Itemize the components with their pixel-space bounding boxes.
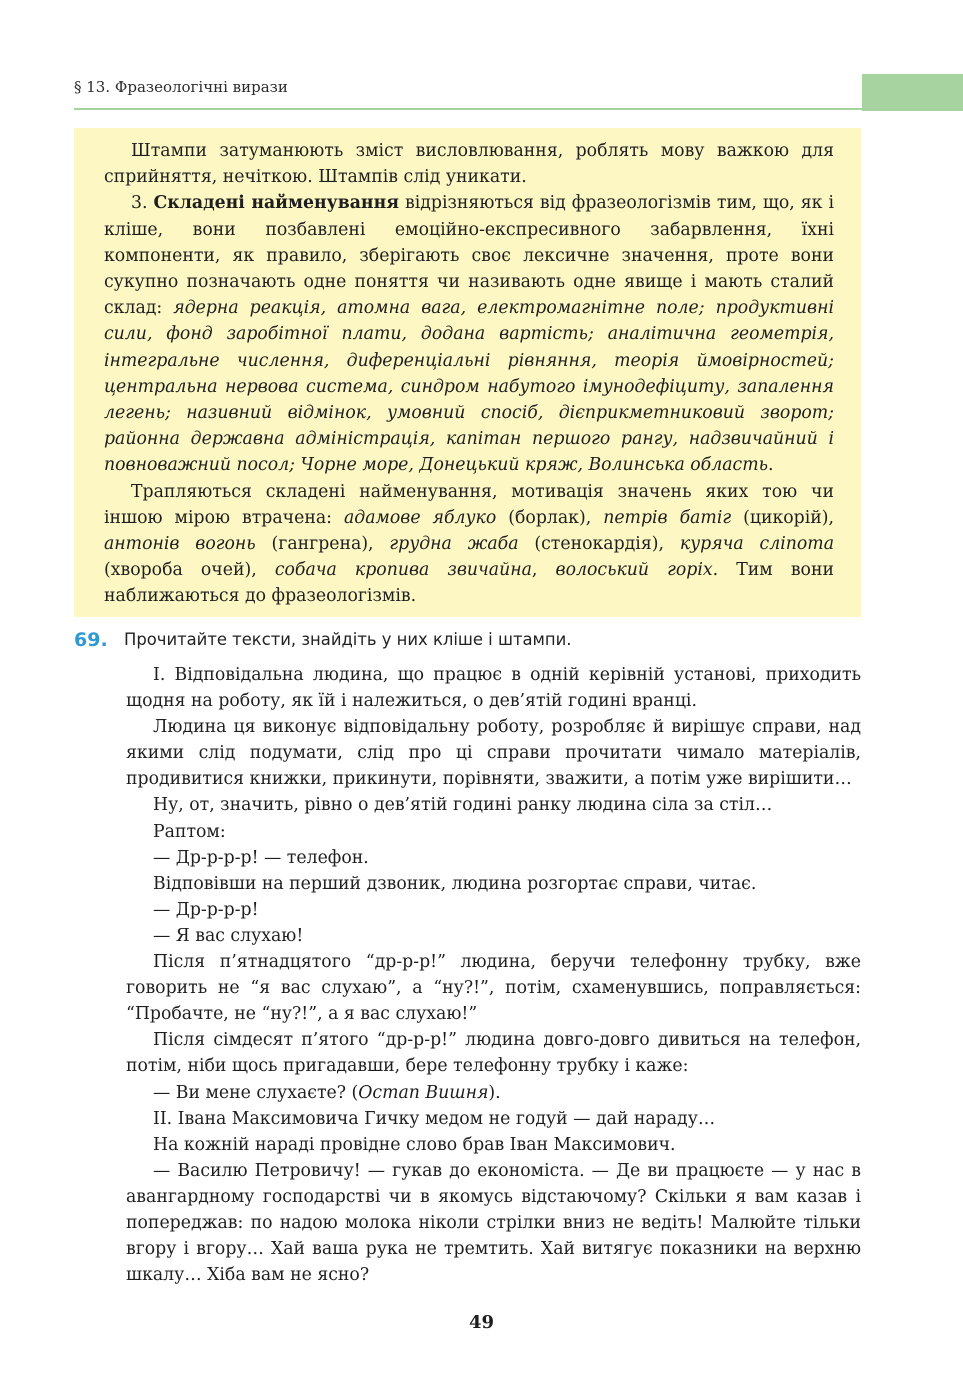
header-divider — [74, 108, 862, 110]
text-line: Після сімдесят п’ятого “др-р-р!” людина довго-довго дивиться на телефон, потім, ніби щось пригадавши, бере телефонну трубку і каже: — [126, 1030, 861, 1077]
text-line: Відповівши на перший дзвоник, людина розгортає справи, читає. — [153, 873, 757, 894]
text-line: — Василю Петровичу! — гукав до економіста. — Де ви працюєте — у нас в авангардному господарстві чи в якомусь відстаючому? Скільки я вам казав і попереджав: по надою молока ніколи стрілки вниз не ведіть! Малюйте тільки вгору і вгору… Хай ваша рука не тремтить. Хай витягує показники на верхню шкалу… Хіба вам не ясно? — [126, 1160, 861, 1286]
text-line: І. Відповідальна людина, що працює в одній керівній установі, приходить щодня на роботу, як їй і належиться, о дев’ятій годині вранці. — [126, 665, 861, 712]
theory-text — [104, 138, 834, 610]
text-line: Після п’ятнадцятого “др-р-р!” людина, беручи телефонну трубку, вже говорить не “я вас слухаю”, а “ну?!”, потім, схаменувшись, поправляється: “Пробачте, не “ну?!”, а я вас слухаю!” — [126, 952, 861, 1025]
text-line: ІІ. Івана Максимовича Гичку медом не годуй — дай нараду… — [153, 1108, 716, 1129]
example-phrase: петрів батіг — [603, 507, 732, 528]
theory-paragraph-1: Штампи затуманюють зміст висловлювання, роблять мову важкою для сприйняття, нечіткою. Штампів слід уникати. — [104, 141, 834, 188]
text-fragment: (борлак), — [496, 507, 604, 528]
term: Складені найменування — [153, 193, 399, 214]
text-line: Раптом: — [153, 821, 226, 842]
example-phrase: куряча сліпота — [679, 534, 834, 555]
text-fragment: (цикорій), — [731, 507, 835, 528]
punctuation: . — [768, 455, 774, 476]
text-line: Людина ця виконує відповідальну роботу, розробляє й вирішує справи, над якими слід подумати, слід про ці справи прочитати чимало матеріалів, продивитися книжки, прикинути, порівняти, зважити, а потім уже вирішити… — [126, 717, 861, 790]
examples: ядерна реакція, атомна вага, електромагнітне поле; продуктивні сили, фонд заробітної плати, додана вартість; аналітична геометрія, інтегральне числення, диференціальні рівняння, теорія ймовірностей; центральна нервова система, синдром набутого імунодефіциту, запалення легень; називний відмінок, умовний спосіб, дієприкметниковий зворот; районна державна адміністрація, капітан першого рангу, надзвичайний і повноважний посол; Чорне море, Донецький кряж, Волинська область — [104, 298, 834, 476]
text-fragment: , — [531, 560, 556, 581]
text-line: — Я вас слухаю! — [153, 925, 304, 946]
text-line-author — [126, 1080, 861, 1106]
exercise-texts — [126, 662, 861, 1288]
exercise-task: Прочитайте тексти, знайдіть у них кліше і штампи. — [124, 630, 572, 649]
section-color-tab — [862, 74, 963, 111]
theory-paragraph-2 — [104, 190, 834, 478]
text-line: — Др-р-р-р! — телефон. — [153, 847, 369, 868]
text-fragment: . Тим вони наближаються до фразеологізмів. — [104, 560, 834, 607]
example-phrase: грудна жаба — [389, 534, 519, 555]
text-fragment: Трапляються складені найменування, мотивація значень яких тою чи іншою мірою втрачена: — [104, 481, 834, 528]
text-line: Ну, от, значить, рівно о дев’ятій годині ранку людина сіла за стіл… — [153, 795, 773, 816]
example-phrase: адамове яблуко — [343, 507, 497, 528]
text-fragment: (гангрена), — [255, 534, 390, 555]
example-phrase: волоський горіх — [555, 560, 713, 581]
text-line: На кожній нараді провідне слово брав Іван Максимович. — [153, 1134, 676, 1155]
author-name: Остап Вишня — [358, 1082, 489, 1103]
example-phrase: собача кропива звичайна — [274, 560, 532, 581]
theory-paragraph-3 — [104, 479, 834, 610]
text-fragment: ). — [488, 1082, 501, 1103]
text-line: — Др-р-р-р! — [153, 899, 259, 920]
text-fragment: (стенокардія), — [518, 534, 680, 555]
text-fragment: (хвороба очей), — [104, 560, 275, 581]
example-phrase: антонів вогонь — [104, 534, 256, 555]
page-number: 49 — [468, 1312, 495, 1333]
text-fragment: — Ви мене слухаєте? ( — [153, 1082, 359, 1103]
item-number: 3. — [131, 193, 154, 214]
exercise-number: 69. — [74, 629, 108, 651]
definition: відрізняються від фразеологізмів тим, що, як і кліше, вони позбавлені емоційно-експресивного забарвлення, їхні компоненти, як правило, зберігають своє лексичне значення, проте вони сукупно позначають одне поняття чи називають одне явище і мають сталий склад: — [104, 193, 834, 319]
section-title: § 13. Фразеологічні вирази — [74, 78, 288, 96]
